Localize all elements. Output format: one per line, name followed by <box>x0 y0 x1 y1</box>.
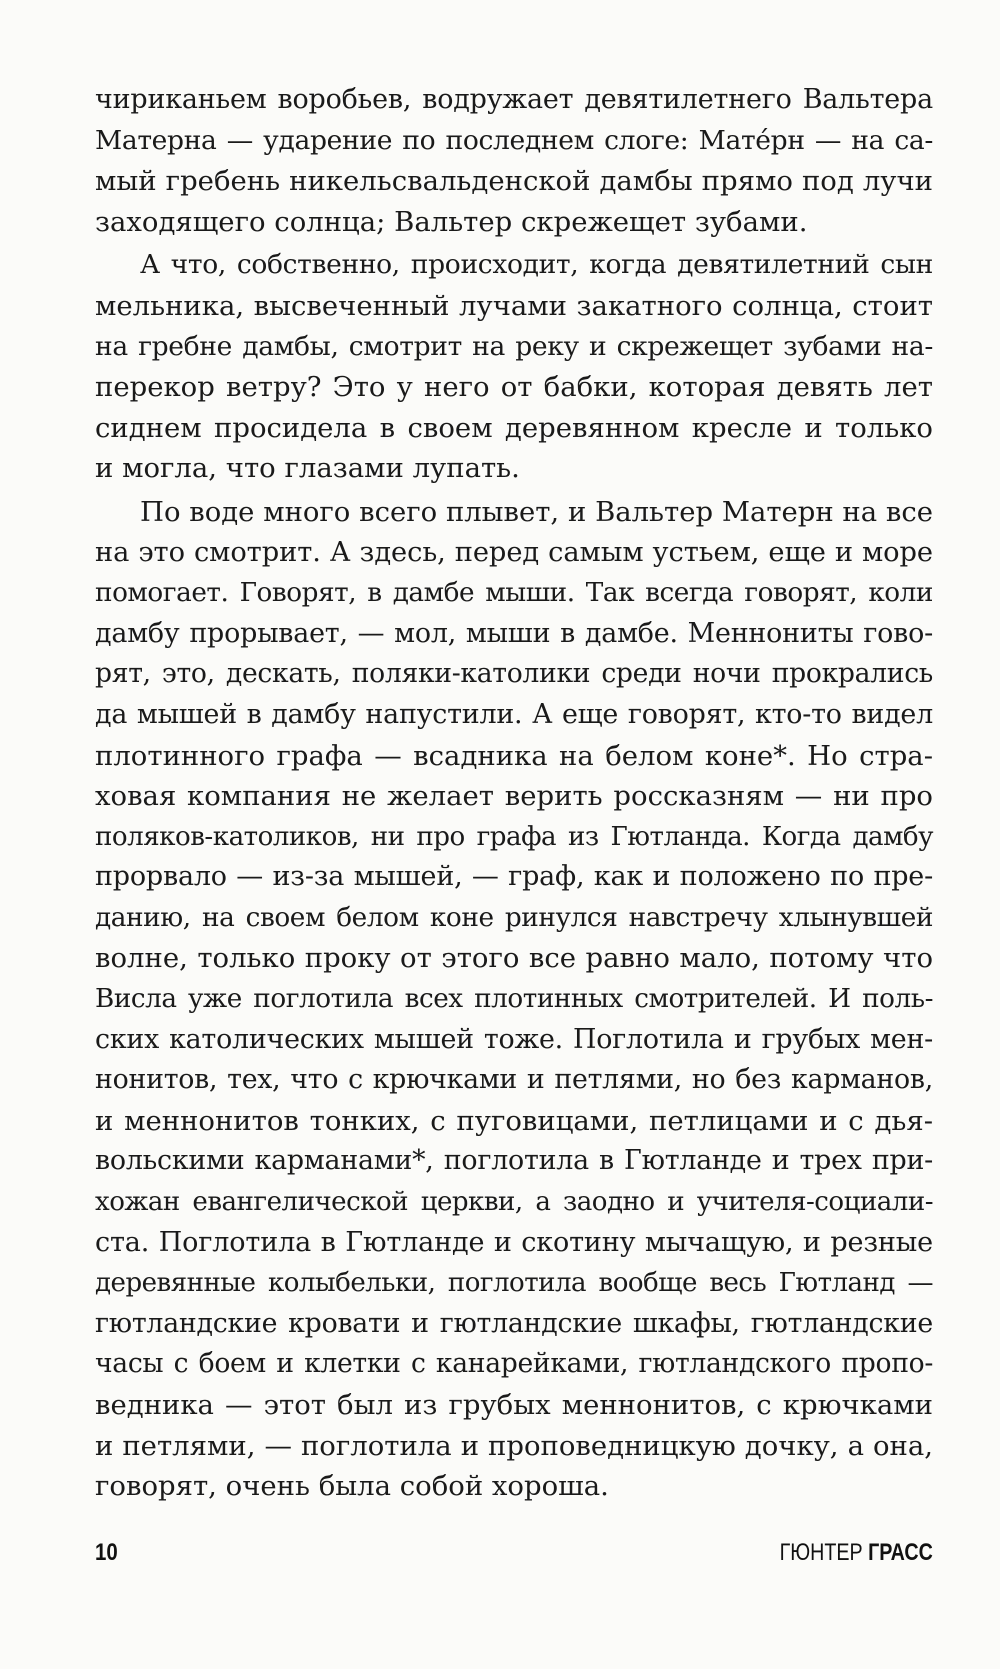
text-line: хожан евангелической церкви, а заодно и учителя-социали- <box>95 1187 933 1218</box>
text-line: и меннонитов тонких, с пуговицами, петлицами и с дья- <box>95 1104 933 1137</box>
text-line: рят, это, дескать, поляки-католики среди ночи прокрались <box>95 658 933 690</box>
text-line: По воде много всего плывет, и Вальтер Матерн на все <box>140 495 933 528</box>
text-line: и петлями, — поглотила и проповедницкую дочку, а она, <box>95 1429 933 1462</box>
text-line: ховая компания не желает верить россказням — ни про <box>95 780 933 813</box>
text-line: волне, только проку от этого все равно мало, потому что <box>95 942 933 975</box>
text-line: и могла, что глазами лупать. <box>95 452 520 485</box>
page-footer <box>95 1539 933 1579</box>
text-line: поляков-католиков, ни про графа из Гютланда. Когда дамбу <box>95 821 933 852</box>
text-line: перекор ветру? Это у него от бабки, которая девять лет <box>95 371 933 404</box>
text-line: дамбу прорывает, — мол, мыши в дамбе. Меннониты гово- <box>95 617 933 649</box>
text-line: ских католических мышей тоже. Поглотила и грубых мен- <box>95 1023 933 1055</box>
text-line: вольскими карманами*, поглотила в Гютланде и трех при- <box>95 1145 933 1177</box>
text-line: заходящего солнца; Вальтер скрежещет зубами. <box>95 205 808 238</box>
author-first-name: ГЮНТЕР <box>779 1539 863 1566</box>
text-line: сиднем просидела в своем деревянном кресле и только <box>95 411 933 444</box>
text-line: прорвало — из-за мышей, — граф, как и положено по пре- <box>95 861 933 893</box>
text-line: помогает. Говорят, в дамбе мыши. Так всегда говорят, коли <box>95 578 933 609</box>
text-line: да мышей в дамбу напустили. А еще говорят, кто-то видел <box>95 698 933 730</box>
paragraph <box>95 80 933 242</box>
text-line: Матерна — ударение по последнем слоге: Матéрн — на са- <box>95 124 933 156</box>
running-head <box>780 1539 933 1567</box>
text-line: нонитов, тех, что с крючками и петлями, но без карманов, <box>95 1064 933 1096</box>
text-line: ста. Поглотила в Гютланде и скотину мычащую, и резные <box>95 1226 933 1258</box>
text-line: говорят, очень была собой хороша. <box>95 1470 609 1503</box>
text-line: мельника, высвеченный лучами закатного солнца, стоит <box>95 289 933 322</box>
body-text <box>95 80 933 1510</box>
text-line: плотинного графа — всадника на белом коне*. Но стра- <box>95 739 933 772</box>
text-line: данию, на своем белом коне ринулся навстречу хлынувшей <box>95 902 933 933</box>
text-line: А что, собственно, происходит, когда девятилетний сын <box>140 249 933 281</box>
text-line: ведника — этот был из грубых меннонитов, с крючками <box>95 1389 933 1421</box>
paragraph <box>95 492 933 1507</box>
text-line: часы с боем и клетки с канарейками, гютландского пропо- <box>95 1348 933 1380</box>
page-number: 10 <box>95 1539 118 1566</box>
text-line: на гребне дамбы, смотрит на реку и скрежещет зубами на- <box>95 330 933 362</box>
text-line: Висла уже поглотила всех плотинных смотрителей. И поль- <box>95 984 933 1015</box>
text-line: гютландские кровати и гютландские шкафы, гютландские <box>95 1307 933 1339</box>
author-last-name: ГРАСС <box>868 1539 933 1566</box>
text-line: мый гребень никельсвальденской дамбы прямо под лучи <box>95 165 933 198</box>
text-line: на это смотрит. А здесь, перед самым устьем, еще и море <box>95 536 933 568</box>
paragraph <box>95 245 933 489</box>
text-line: деревянные колыбельки, поглотила вообще весь Гютланд — <box>95 1268 933 1299</box>
text-line: чириканьем воробьев, водружает девятилетнего Вальтера <box>95 84 933 115</box>
